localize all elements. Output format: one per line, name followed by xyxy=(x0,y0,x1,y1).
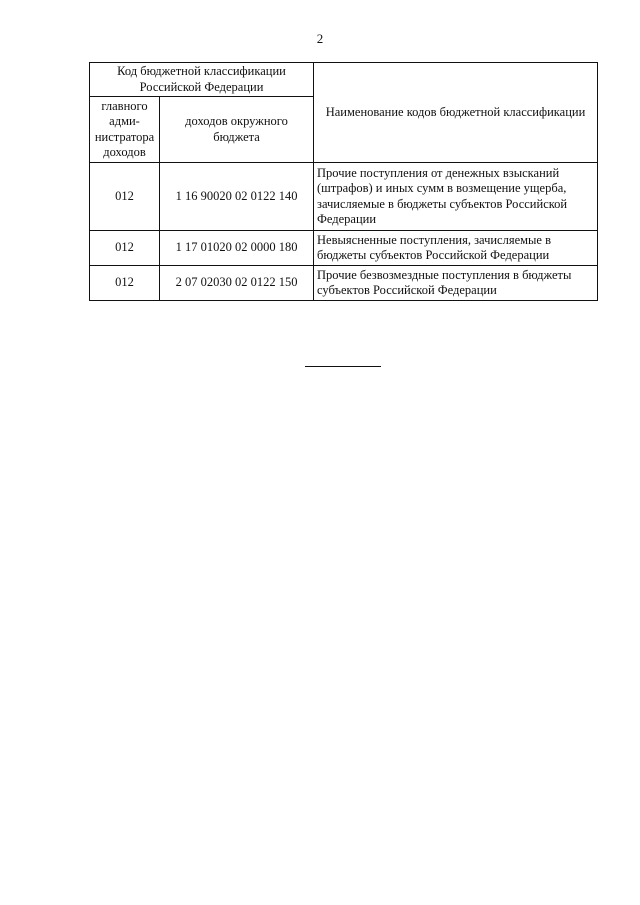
row-code-name: Невыясненные поступления, зачисляемые в бюджеты субъектов Российской Федерации xyxy=(314,231,598,266)
table-row xyxy=(90,163,598,231)
row-admin-code: 012 xyxy=(90,266,160,301)
table-header-row-group xyxy=(90,63,598,97)
row-code-name: Прочие безвозмездные поступления в бюджеты субъектов Российской Федерации xyxy=(314,266,598,301)
header-district-budget-revenue: доходов окружного бюджета xyxy=(160,97,314,163)
header-code-name: Наименование кодов бюджетной классификации xyxy=(314,63,598,163)
row-admin-code: 012 xyxy=(90,163,160,231)
table-row xyxy=(90,266,598,301)
row-code-name: Прочие поступления от денежных взысканий (штрафов) и иных сумм в возмещение ущерба, зачисляемые в бюджеты субъектов Российской Федерации xyxy=(314,163,598,231)
row-revenue-code: 1 17 01020 02 0000 180 xyxy=(160,231,314,266)
row-revenue-code: 1 16 90020 02 0122 140 xyxy=(160,163,314,231)
header-classification-code: Код бюджетной классификации Российской Федерации xyxy=(90,63,314,97)
end-of-document-rule xyxy=(305,366,381,367)
row-revenue-code: 2 07 02030 02 0122 150 xyxy=(160,266,314,301)
budget-classification-table xyxy=(89,62,598,301)
page-number: 2 xyxy=(316,31,324,46)
header-main-administrator: главного адми-нистратора доходов xyxy=(90,97,160,163)
row-admin-code: 012 xyxy=(90,231,160,266)
table-row xyxy=(90,231,598,266)
